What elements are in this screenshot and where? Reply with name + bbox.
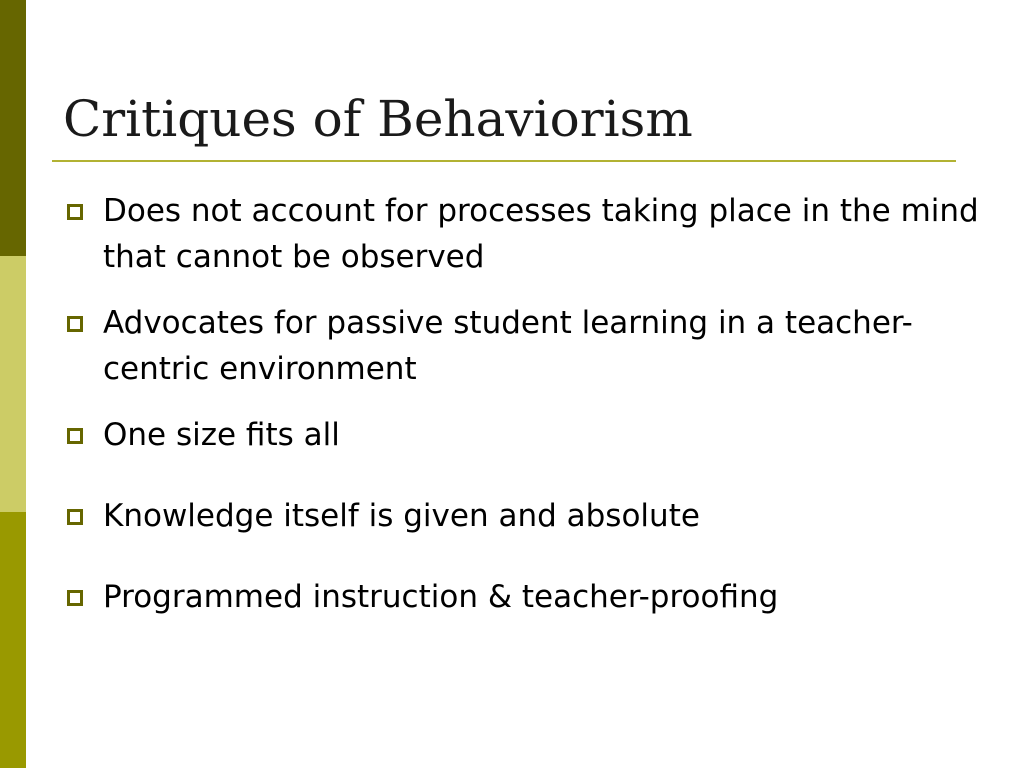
bullet-text: Knowledge itself is given and absolute <box>103 498 700 534</box>
bullet-item <box>64 574 994 620</box>
bullet-item <box>64 188 994 280</box>
hollow-square-bullet-icon <box>67 428 83 444</box>
hollow-square-bullet-icon <box>67 316 83 332</box>
bullet-text: One size fits all <box>103 417 340 453</box>
bullet-list <box>64 188 994 640</box>
bullet-text: Does not account for processes taking place in the mind that cannot be observed <box>103 193 979 275</box>
bullet-text: Programmed instruction & teacher-proofing <box>103 579 779 615</box>
bullet-text: Advocates for passive student learning in a teacher-centric environment <box>103 305 913 387</box>
hollow-square-bullet-icon <box>67 509 83 525</box>
hollow-square-bullet-icon <box>67 590 83 606</box>
sidebar-mid-segment <box>0 512 26 768</box>
sidebar-dark-segment <box>0 0 26 256</box>
slide-title: Critiques of Behaviorism <box>63 90 693 148</box>
bullet-item <box>64 300 994 392</box>
bullet-item <box>64 493 994 539</box>
sidebar-light-segment <box>0 256 26 512</box>
title-divider <box>52 160 956 162</box>
hollow-square-bullet-icon <box>67 204 83 220</box>
bullet-item <box>64 412 994 458</box>
